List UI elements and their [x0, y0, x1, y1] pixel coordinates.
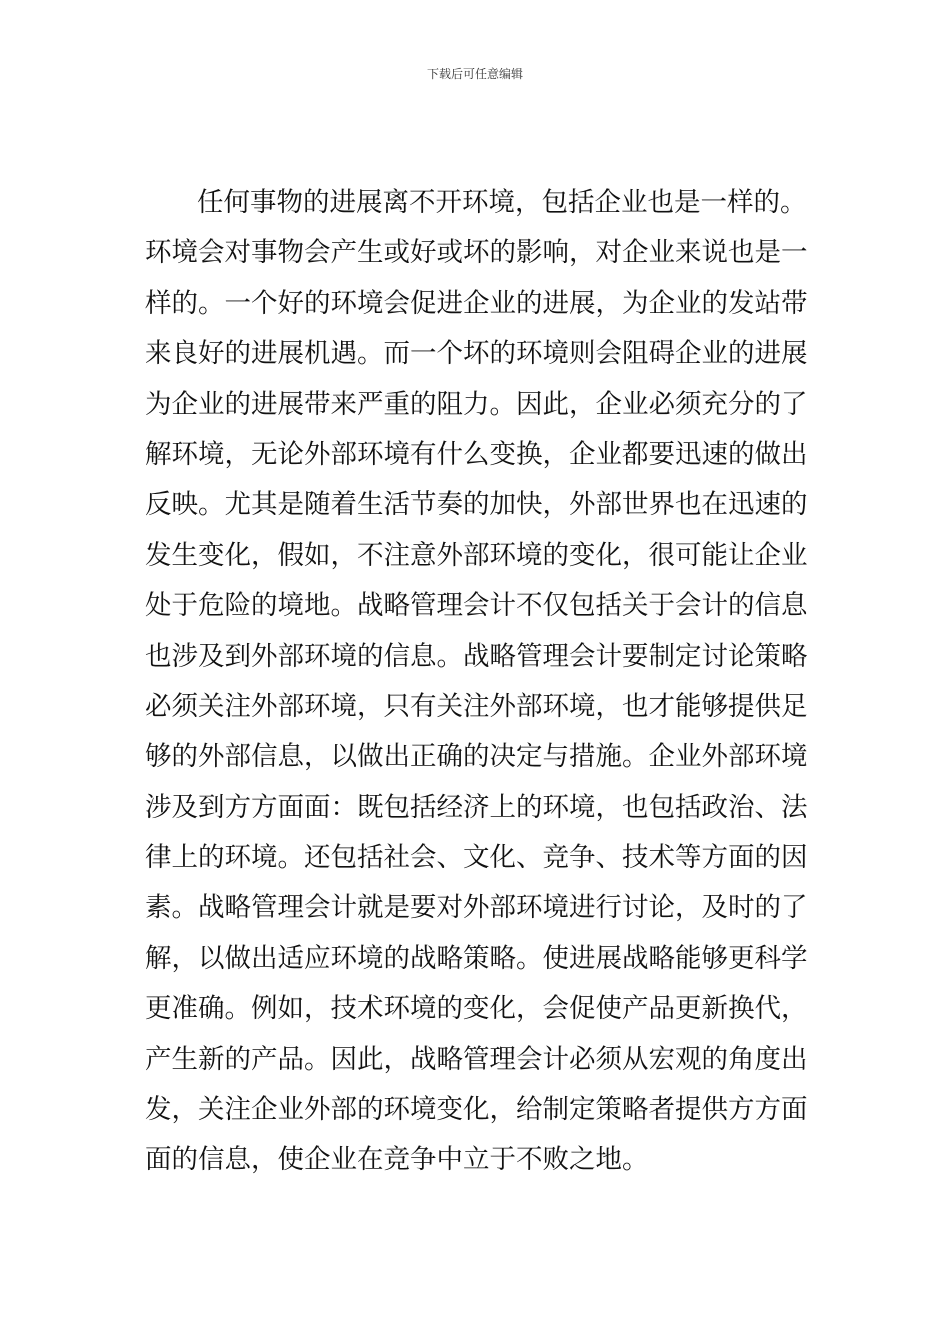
- paragraph-line: 律上的环境。还包括社会、文化、竞争、技术等方面的因: [145, 842, 808, 874]
- paragraph-line: 处于危险的境地。战略管理会计不仅包括关于会计的信息: [145, 590, 808, 622]
- page-header: 下载后可任意编辑: [426, 67, 523, 81]
- paragraph-line: 也涉及到外部环境的信息。战略管理会计要制定讨论策略: [145, 640, 808, 672]
- paragraph-line: 样的。一个好的环境会促进企业的进展，为企业的发站带: [145, 287, 808, 319]
- paragraph-line: 解环境，无论外部环境有什么变换，企业都要迅速的做出: [145, 438, 808, 470]
- paragraph-line: 产生新的产品。因此，战略管理会计必须从宏观的角度出: [145, 1043, 808, 1075]
- paragraph-line: 更准确。例如，技术环境的变化，会促使产品更新换代，: [145, 993, 808, 1025]
- paragraph-line: 必须关注外部环境，只有关注外部环境，也才能够提供足: [145, 690, 808, 722]
- paragraph-line: 任何事物的进展离不开环境，包括企业也是一样的。: [197, 187, 807, 218]
- paragraph-line: 来良好的进展机遇。而一个坏的环境则会阻碍企业的进展: [145, 338, 808, 370]
- paragraph-line: 发生变化，假如，不注意外部环境的变化，很可能让企业: [145, 539, 808, 571]
- paragraph-line: 发，关注企业外部的环境变化，给制定策略者提供方方面: [145, 1094, 808, 1126]
- paragraph-line: 环境会对事物会产生或好或坏的影响，对企业来说也是一: [145, 237, 808, 269]
- body-paragraph: [145, 178, 810, 1186]
- paragraph-line: 面的信息，使企业在竞争中立于不败之地。: [145, 1144, 649, 1176]
- paragraph-line: 够的外部信息，以做出正确的决定与措施。企业外部环境: [145, 741, 808, 773]
- paragraph-line: 解，以做出适应环境的战略策略。使进展战略能够更科学: [145, 942, 808, 974]
- paragraph-line: 涉及到方方面面：既包括经济上的环境，也包括政治、法: [145, 791, 808, 823]
- paragraph-line: 为企业的进展带来严重的阻力。因此，企业必须充分的了: [145, 388, 808, 420]
- paragraph-line: 反映。尤其是随着生活节奏的加快，外部世界也在迅速的: [145, 489, 808, 521]
- paragraph-line: 素。战略管理会计就是要对外部环境进行讨论，及时的了: [145, 892, 808, 924]
